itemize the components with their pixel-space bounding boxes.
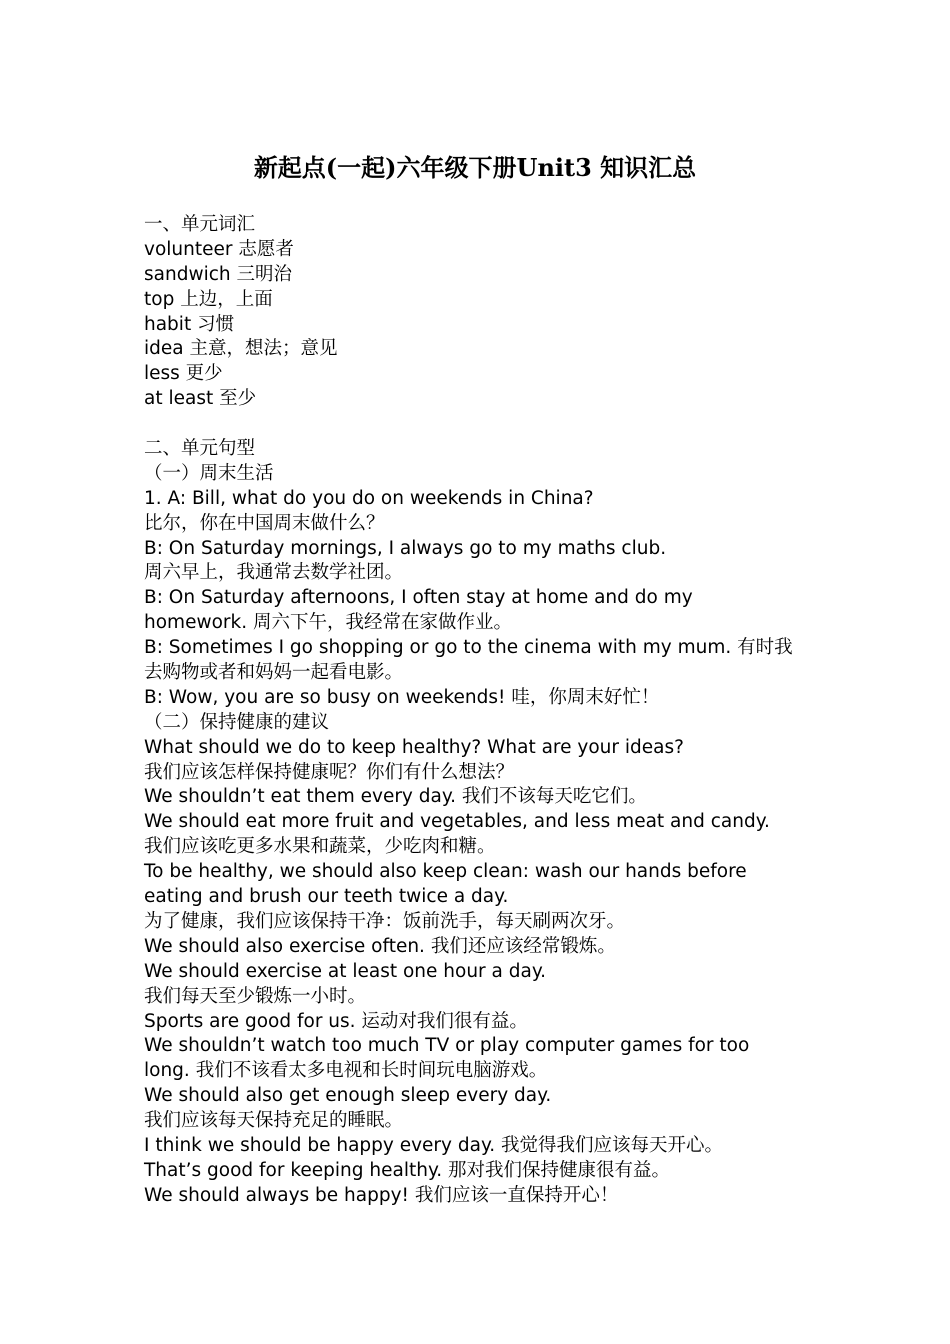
vocab-item: habit 习惯 [144, 313, 235, 335]
document-title: 新起点(一起)六年级下册Unit3 知识汇总 [253, 153, 697, 182]
text-line: B: Sometimes I go shopping or go to the cinema with my mum. 有时我 [144, 637, 793, 659]
text-line: 我们应该每天保持充足的睡眠。 [144, 1110, 404, 1132]
text-line: B: On Saturday afternoons, I often stay at home and do my [144, 587, 693, 609]
vocab-item: at least 至少 [144, 388, 257, 410]
document-body [144, 213, 814, 1209]
text-line: B: On Saturday mornings, I always go to my maths club. [144, 537, 667, 559]
text-line: I think we should be happy every day. 我觉得我们应该每天开心。 [144, 1134, 724, 1156]
text-line: 我们应该吃更多水果和蔬菜，少吃肉和糖。 [144, 836, 496, 858]
vocab-item: volunteer 志愿者 [144, 238, 294, 260]
text-line: 比尔，你在中国周末做什么？ [144, 512, 385, 534]
text-line: 1. A: Bill, what do you do on weekends in China? [144, 487, 594, 509]
text-line: Sports are good for us. 运动对我们很有益。 [144, 1010, 528, 1032]
text-line: 周六早上，我通常去数学社团。 [144, 562, 404, 584]
text-line: That’s good for keeping healthy. 那对我们保持健康很有益。 [144, 1159, 671, 1181]
subsection-heading-weekend: （一）周末生活 [144, 462, 274, 484]
text-line: homework. 周六下午，我经常在家做作业。 [144, 612, 512, 634]
vocab-item: less 更少 [144, 363, 223, 385]
vocab-item: sandwich 三明治 [144, 263, 292, 285]
text-line: We should also get enough sleep every day. [144, 1085, 552, 1107]
vocab-item: top 上边，上面 [144, 288, 273, 310]
subsection-heading-health: （二）保持健康的建议 [144, 711, 330, 733]
text-line: 为了健康，我们应该保持干净：饭前洗手，每天刷两次牙。 [144, 910, 626, 932]
text-line: We should always be happy! 我们应该一直保持开心！ [144, 1184, 619, 1206]
text-line: 我们应该怎样保持健康呢？你们有什么想法？ [144, 761, 515, 783]
text-line: long. 我们不该看太多电视和长时间玩电脑游戏。 [144, 1060, 548, 1082]
blank-line [144, 412, 814, 437]
text-line: 我们每天至少锻炼一小时。 [144, 985, 367, 1007]
section-heading-sentences: 二、单元句型 [144, 438, 256, 460]
vocab-item: idea 主意，想法；意见 [144, 338, 338, 360]
text-line: B: Wow, you are so busy on weekends! 哇，你周末好忙！ [144, 686, 660, 708]
text-line: We should also exercise often. 我们还应该经常锻炼。 [144, 935, 616, 957]
text-line: 去购物或者和妈妈一起看电影。 [144, 662, 404, 684]
text-line: eating and brush our teeth twice a day. [144, 886, 509, 908]
text-line: What should we do to keep healthy? What are your ideas? [144, 736, 684, 758]
text-line: We should exercise at least one hour a day. [144, 960, 547, 982]
text-line: We shouldn’t watch too much TV or play computer games for too [144, 1035, 750, 1057]
text-line: To be healthy, we should also keep clean: wash our hands before [144, 861, 747, 883]
text-line: We shouldn’t eat them every day. 我们不该每天吃它们。 [144, 786, 647, 808]
section-heading-vocabulary: 一、单元词汇 [144, 214, 256, 235]
text-line: We should eat more fruit and vegetables, and less meat and candy. [144, 811, 770, 833]
